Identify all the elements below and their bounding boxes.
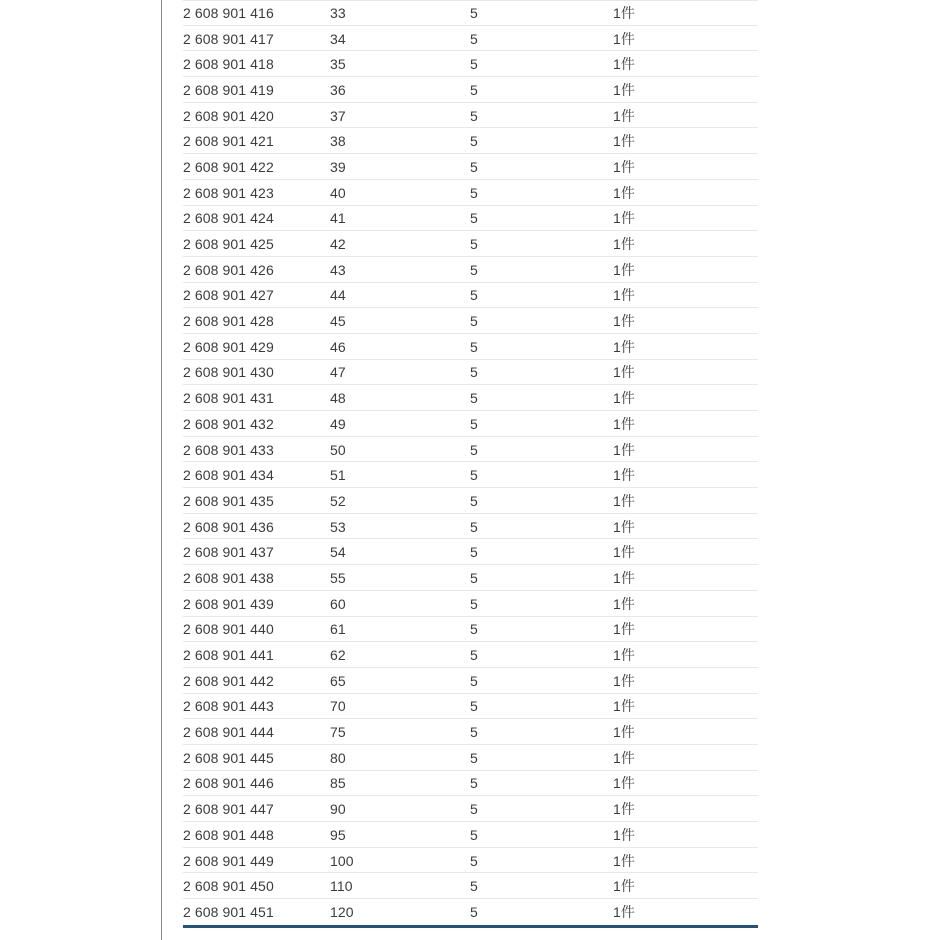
size-cell: 35: [330, 56, 346, 72]
table-row: [183, 668, 758, 694]
pack-qty-cell: 5: [470, 184, 478, 200]
table-row: [183, 462, 758, 488]
unit-count-cell: 1件: [613, 595, 635, 611]
pack-qty-cell: 5: [470, 467, 478, 483]
pack-qty-cell: 5: [470, 415, 478, 431]
size-cell: 110: [330, 878, 353, 894]
part-number-cell: 2 608 901 442: [183, 672, 274, 688]
table-row: [183, 617, 758, 643]
pack-qty-cell: 5: [470, 826, 478, 842]
size-cell: 46: [330, 338, 346, 354]
part-number-cell: 2 608 901 431: [183, 390, 274, 406]
unit-count-cell: 1件: [613, 749, 635, 765]
part-number-cell: 2 608 901 428: [183, 313, 274, 329]
unit-count-cell: 1件: [613, 236, 635, 252]
size-cell: 33: [330, 5, 346, 21]
part-number-cell: 2 608 901 436: [183, 518, 274, 534]
table-row: [183, 26, 758, 52]
unit-count-cell: 1件: [613, 621, 635, 637]
part-number-cell: 2 608 901 420: [183, 107, 274, 123]
table-row: [183, 796, 758, 822]
size-cell: 52: [330, 492, 346, 508]
table-row: [183, 77, 758, 103]
size-cell: 44: [330, 287, 346, 303]
size-cell: 43: [330, 261, 346, 277]
unit-count-cell: 1件: [613, 467, 635, 483]
pack-qty-cell: 5: [470, 775, 478, 791]
part-number-cell: 2 608 901 434: [183, 467, 274, 483]
pack-qty-cell: 5: [470, 5, 478, 21]
size-cell: 48: [330, 390, 346, 406]
unit-count-cell: 1件: [613, 852, 635, 868]
table-row: [183, 206, 758, 232]
table-row: [183, 283, 758, 309]
size-cell: 45: [330, 313, 346, 329]
size-cell: 37: [330, 107, 346, 123]
size-cell: 55: [330, 569, 346, 585]
table-row: [183, 771, 758, 797]
size-cell: 51: [330, 467, 346, 483]
unit-count-cell: 1件: [613, 492, 635, 508]
unit-count-cell: 1件: [613, 801, 635, 817]
unit-count-cell: 1件: [613, 569, 635, 585]
pack-qty-cell: 5: [470, 852, 478, 868]
size-cell: 49: [330, 415, 346, 431]
part-number-cell: 2 608 901 445: [183, 749, 274, 765]
part-number-cell: 2 608 901 423: [183, 184, 274, 200]
table-row: [183, 411, 758, 437]
table-row: [183, 257, 758, 283]
unit-count-cell: 1件: [613, 287, 635, 303]
size-cell: 50: [330, 441, 346, 457]
table-row: [183, 103, 758, 129]
part-number-cell: 2 608 901 435: [183, 492, 274, 508]
part-number-cell: 2 608 901 416: [183, 5, 274, 21]
table-row: [183, 488, 758, 514]
pack-qty-cell: 5: [470, 724, 478, 740]
size-cell: 90: [330, 801, 346, 817]
part-number-cell: 2 608 901 443: [183, 698, 274, 714]
table-row: [183, 385, 758, 411]
pack-qty-cell: 5: [470, 672, 478, 688]
part-number-cell: 2 608 901 424: [183, 210, 274, 226]
pack-qty-cell: 5: [470, 569, 478, 585]
size-cell: 85: [330, 775, 346, 791]
pack-qty-cell: 5: [470, 56, 478, 72]
parts-table-rows: [183, 0, 758, 925]
pack-qty-cell: 5: [470, 904, 478, 920]
parts-table: [183, 0, 758, 928]
unit-count-cell: 1件: [613, 390, 635, 406]
pack-qty-cell: 5: [470, 441, 478, 457]
size-cell: 41: [330, 210, 346, 226]
unit-count-cell: 1件: [613, 364, 635, 380]
table-row: [183, 128, 758, 154]
part-number-cell: 2 608 901 438: [183, 569, 274, 585]
unit-count-cell: 1件: [613, 826, 635, 842]
size-cell: 65: [330, 672, 346, 688]
table-end-rule: [183, 925, 758, 928]
size-cell: 34: [330, 30, 346, 46]
pack-qty-cell: 5: [470, 81, 478, 97]
size-cell: 62: [330, 647, 346, 663]
size-cell: 42: [330, 236, 346, 252]
table-row: [183, 180, 758, 206]
size-cell: 75: [330, 724, 346, 740]
table-row: [183, 848, 758, 874]
pack-qty-cell: 5: [470, 133, 478, 149]
unit-count-cell: 1件: [613, 518, 635, 534]
table-row: [183, 308, 758, 334]
part-number-cell: 2 608 901 426: [183, 261, 274, 277]
part-number-cell: 2 608 901 450: [183, 878, 274, 894]
table-row: [183, 719, 758, 745]
part-number-cell: 2 608 901 419: [183, 81, 274, 97]
table-row: [183, 642, 758, 668]
part-number-cell: 2 608 901 444: [183, 724, 274, 740]
pack-qty-cell: 5: [470, 749, 478, 765]
table-row: [183, 899, 758, 925]
size-cell: 120: [330, 904, 354, 920]
part-number-cell: 2 608 901 429: [183, 338, 274, 354]
table-row: [183, 514, 758, 540]
pack-qty-cell: 5: [470, 801, 478, 817]
left-vertical-divider: [161, 0, 162, 940]
unit-count-cell: 1件: [613, 647, 635, 663]
unit-count-cell: 1件: [613, 81, 635, 97]
unit-count-cell: 1件: [613, 904, 635, 920]
size-cell: 40: [330, 184, 346, 200]
part-number-cell: 2 608 901 421: [183, 133, 274, 149]
part-number-cell: 2 608 901 449: [183, 852, 274, 868]
pack-qty-cell: 5: [470, 30, 478, 46]
unit-count-cell: 1件: [613, 313, 635, 329]
part-number-cell: 2 608 901 446: [183, 775, 274, 791]
part-number-cell: 2 608 901 422: [183, 158, 274, 174]
size-cell: 95: [330, 826, 346, 842]
pack-qty-cell: 5: [470, 544, 478, 560]
part-number-cell: 2 608 901 427: [183, 287, 274, 303]
unit-count-cell: 1件: [613, 775, 635, 791]
pack-qty-cell: 5: [470, 698, 478, 714]
pack-qty-cell: 5: [470, 313, 478, 329]
part-number-cell: 2 608 901 430: [183, 364, 274, 380]
unit-count-cell: 1件: [613, 184, 635, 200]
unit-count-cell: 1件: [613, 133, 635, 149]
pack-qty-cell: 5: [470, 287, 478, 303]
part-number-cell: 2 608 901 440: [183, 621, 274, 637]
table-row: [183, 565, 758, 591]
part-number-cell: 2 608 901 432: [183, 415, 274, 431]
pack-qty-cell: 5: [470, 364, 478, 380]
part-number-cell: 2 608 901 418: [183, 56, 274, 72]
unit-count-cell: 1件: [613, 672, 635, 688]
part-number-cell: 2 608 901 433: [183, 441, 274, 457]
table-row: [183, 437, 758, 463]
size-cell: 54: [330, 544, 346, 560]
unit-count-cell: 1件: [613, 261, 635, 277]
pack-qty-cell: 5: [470, 107, 478, 123]
unit-count-cell: 1件: [613, 724, 635, 740]
table-row: [183, 334, 758, 360]
pack-qty-cell: 5: [470, 621, 478, 637]
table-row: [183, 539, 758, 565]
table-row: [183, 873, 758, 899]
pack-qty-cell: 5: [470, 647, 478, 663]
pack-qty-cell: 5: [470, 158, 478, 174]
table-row: [183, 0, 758, 26]
unit-count-cell: 1件: [613, 158, 635, 174]
pack-qty-cell: 5: [470, 390, 478, 406]
unit-count-cell: 1件: [613, 107, 635, 123]
table-row: [183, 694, 758, 720]
pack-qty-cell: 5: [470, 518, 478, 534]
table-row: [183, 360, 758, 386]
part-number-cell: 2 608 901 441: [183, 647, 274, 663]
unit-count-cell: 1件: [613, 441, 635, 457]
size-cell: 53: [330, 518, 346, 534]
part-number-cell: 2 608 901 448: [183, 826, 274, 842]
unit-count-cell: 1件: [613, 30, 635, 46]
table-row: [183, 822, 758, 848]
pack-qty-cell: 5: [470, 595, 478, 611]
size-cell: 47: [330, 364, 346, 380]
size-cell: 36: [330, 81, 346, 97]
pack-qty-cell: 5: [470, 492, 478, 508]
pack-qty-cell: 5: [470, 878, 478, 894]
unit-count-cell: 1件: [613, 415, 635, 431]
part-number-cell: 2 608 901 451: [183, 904, 274, 920]
table-row: [183, 154, 758, 180]
size-cell: 80: [330, 749, 346, 765]
size-cell: 100: [330, 852, 354, 868]
part-number-cell: 2 608 901 447: [183, 801, 274, 817]
table-row: [183, 591, 758, 617]
table-row: [183, 51, 758, 77]
pack-qty-cell: 5: [470, 338, 478, 354]
size-cell: 39: [330, 158, 346, 174]
table-row: [183, 231, 758, 257]
unit-count-cell: 1件: [613, 5, 635, 21]
size-cell: 70: [330, 698, 346, 714]
unit-count-cell: 1件: [613, 210, 635, 226]
unit-count-cell: 1件: [613, 56, 635, 72]
pack-qty-cell: 5: [470, 210, 478, 226]
part-number-cell: 2 608 901 417: [183, 30, 274, 46]
unit-count-cell: 1件: [613, 698, 635, 714]
size-cell: 60: [330, 595, 346, 611]
pack-qty-cell: 5: [470, 261, 478, 277]
unit-count-cell: 1件: [613, 878, 635, 894]
part-number-cell: 2 608 901 439: [183, 595, 274, 611]
size-cell: 38: [330, 133, 346, 149]
table-row: [183, 745, 758, 771]
size-cell: 61: [330, 621, 346, 637]
pack-qty-cell: 5: [470, 236, 478, 252]
unit-count-cell: 1件: [613, 544, 635, 560]
unit-count-cell: 1件: [613, 338, 635, 354]
part-number-cell: 2 608 901 437: [183, 544, 274, 560]
part-number-cell: 2 608 901 425: [183, 236, 274, 252]
